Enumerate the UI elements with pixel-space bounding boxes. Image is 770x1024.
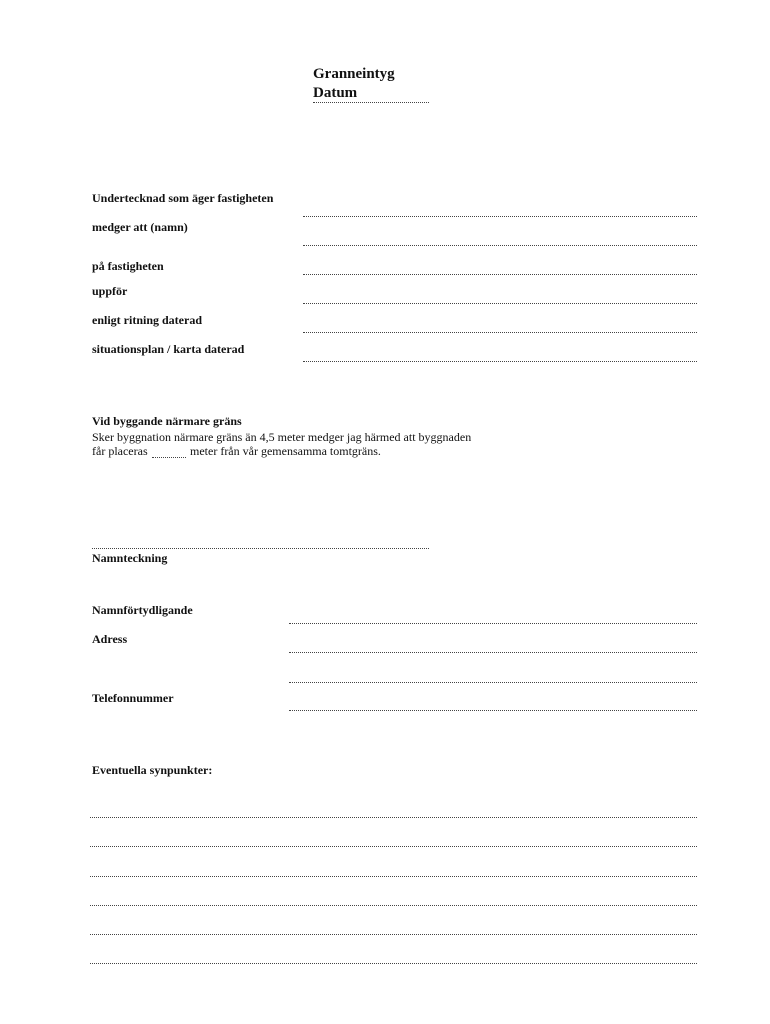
address-label: Adress — [92, 632, 128, 646]
permits-label: medger att (namn) — [92, 220, 188, 234]
boundary-text-line1: Sker byggnation närmare gräns än 4,5 meter medger jag härmed att byggnaden — [92, 430, 472, 444]
phone-field[interactable] — [289, 710, 697, 711]
phone-label: Telefonnummer — [92, 691, 174, 705]
comments-label: Eventuella synpunkter: — [92, 763, 213, 777]
comments-line-3[interactable] — [90, 876, 697, 877]
name-clarification-field[interactable] — [289, 623, 697, 624]
site-plan-date-label: situationsplan / karta daterad — [92, 342, 245, 356]
distance-meters-field[interactable] — [152, 457, 186, 458]
boundary-text-line2-start: får placeras — [92, 444, 148, 458]
drawing-date-label: enligt ritning daterad — [92, 313, 202, 327]
document-title: Granneintyg — [313, 66, 395, 82]
name-field[interactable] — [303, 245, 697, 246]
date-label: Datum — [313, 85, 358, 101]
address-field-line1[interactable] — [289, 652, 697, 653]
boundary-heading: Vid byggande närmare gräns — [92, 414, 242, 428]
signature-label: Namnteckning — [92, 551, 168, 565]
address-field-line2[interactable] — [289, 682, 697, 683]
comments-line-2[interactable] — [90, 846, 697, 847]
builds-label: uppför — [92, 284, 128, 298]
property-owner-field[interactable] — [303, 216, 697, 217]
comments-line-4[interactable] — [90, 905, 697, 906]
site-plan-date-field[interactable] — [303, 361, 697, 362]
drawing-date-field[interactable] — [303, 332, 697, 333]
builds-field[interactable] — [303, 303, 697, 304]
name-clarification-label: Namnförtydligande — [92, 603, 193, 617]
comments-line-1[interactable] — [90, 817, 697, 818]
signature-field[interactable] — [92, 548, 429, 549]
property-field[interactable] — [303, 274, 697, 275]
on-property-label: på fastigheten — [92, 259, 164, 273]
undersigned-label: Undertecknad som äger fastigheten — [92, 191, 274, 205]
comments-line-5[interactable] — [90, 934, 697, 935]
boundary-text-line2-end: meter från vår gemensamma tomtgräns. — [190, 444, 381, 458]
date-field[interactable] — [313, 102, 429, 103]
comments-line-6[interactable] — [90, 963, 697, 964]
